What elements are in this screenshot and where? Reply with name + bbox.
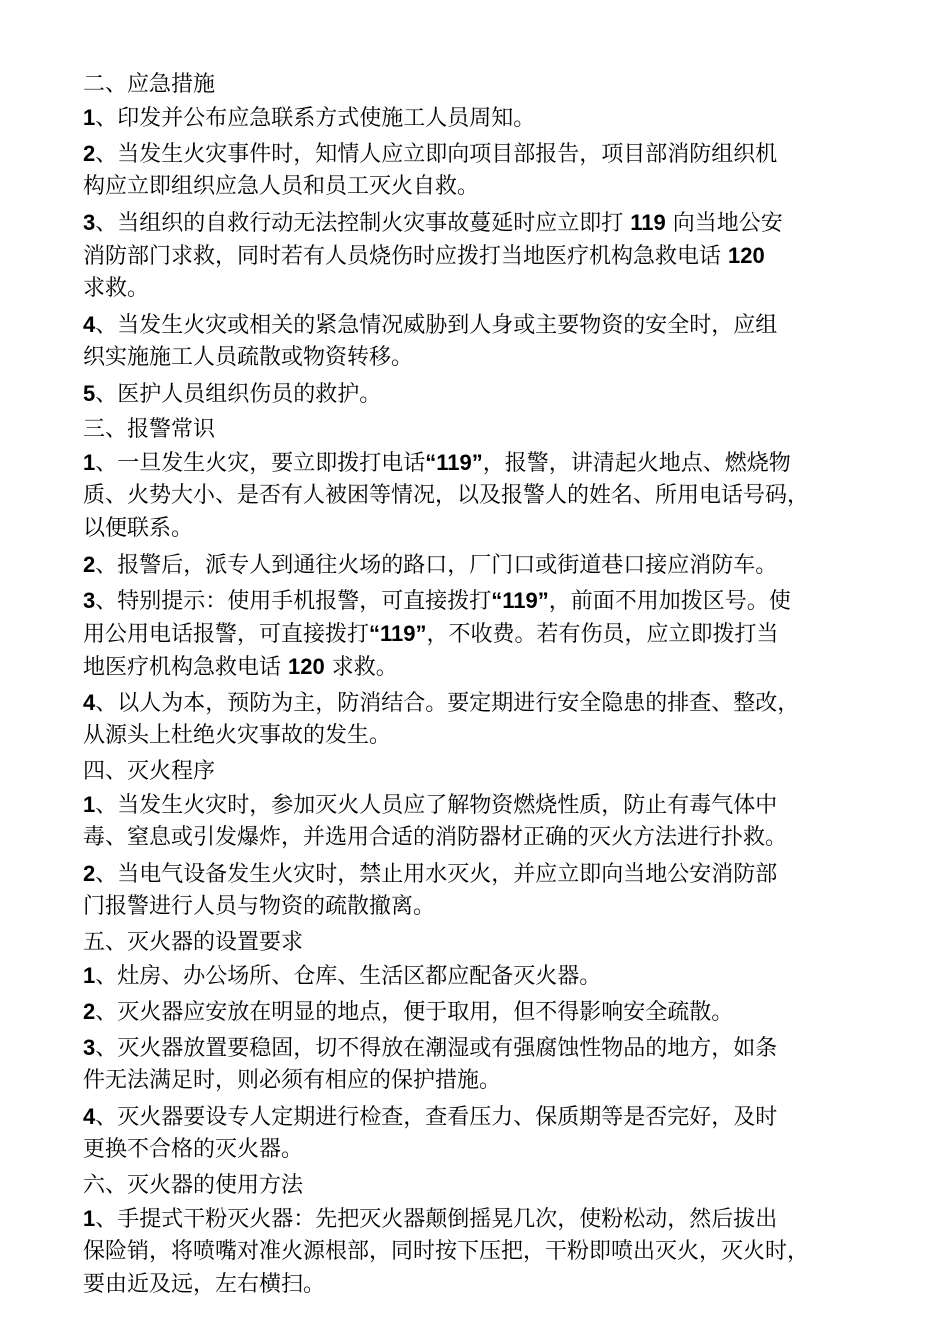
item-number: 2 xyxy=(83,141,96,166)
list-item xyxy=(83,959,903,992)
text-line xyxy=(83,137,903,170)
item-text: 、当组织的自救行动无法控制火灾事故蔓延时应立即打 119 向当地公安 xyxy=(95,210,783,236)
item-text: 、灶房、办公场所、仓库、生活区都应配备灭火器。 xyxy=(95,964,602,989)
item-text: 、灭火器应安放在明显的地点，便于取用，但不得影响安全疏散。 xyxy=(95,1000,734,1025)
item-text: 更换不合格的灭火器。 xyxy=(83,1137,304,1162)
item-number: 4 xyxy=(83,1104,96,1129)
text-line xyxy=(83,857,903,890)
list-item xyxy=(83,548,903,581)
item-number: 5 xyxy=(83,381,96,406)
item-text: 保险销，将喷嘴对准火源根部，同时按下压把，干粉即喷出灭火，灭火时， xyxy=(83,1239,810,1264)
list-item xyxy=(83,206,903,305)
text-line xyxy=(83,548,903,581)
item-number: 2 xyxy=(83,861,96,886)
list-item xyxy=(83,101,903,134)
item-text: 、灭火器要设专人定期进行检查，查看压力、保质期等是否完好，及时 xyxy=(95,1105,778,1130)
item-text: 地医疗机构急救电话 120 求救。 xyxy=(83,654,398,680)
item-number: 4 xyxy=(83,312,96,337)
section-heading: 二、应急措施 xyxy=(83,72,216,97)
item-text: 毒、窒息或引发爆炸，并选用合适的消防器材正确的灭火方法进行扑救。 xyxy=(83,825,788,850)
item-number: 3 xyxy=(83,1035,96,1060)
item-text: 、以人为本，预防为主，防消结合。要定期进行安全隐患的排查、整改， xyxy=(95,691,800,716)
item-text: 用公用电话报警，可直接拨打“119”，不收费。若有伤员，应立即拨打当 xyxy=(83,621,779,647)
list-item xyxy=(83,857,903,923)
item-text: 求救。 xyxy=(83,276,150,301)
item-number: 2 xyxy=(83,999,96,1024)
item-number: 2 xyxy=(83,552,96,577)
text-line xyxy=(83,341,903,374)
list-item xyxy=(83,788,903,854)
item-text: 构应立即组织应急人员和员工灭火自救。 xyxy=(83,174,480,199)
item-number: 3 xyxy=(83,210,96,235)
item-number: 1 xyxy=(83,450,96,475)
item-text: 、当发生火灾事件时，知情人应立即向项目部报告，项目部消防组织机 xyxy=(95,142,778,167)
item-text: 消防部门求救，同时若有人员烧伤时应拨打当地医疗机构急救电话 120 xyxy=(83,243,765,269)
section-heading: 四、灭火程序 xyxy=(83,759,216,784)
text-line xyxy=(83,1202,903,1235)
text-line xyxy=(83,686,903,719)
item-text: 质、火势大小、是否有人被困等情况，以及报警人的姓名、所用电话号码， xyxy=(83,483,810,508)
list-item xyxy=(83,584,903,683)
text-line xyxy=(83,959,903,992)
item-text: 从源头上杜绝火灾事故的发生。 xyxy=(83,723,392,748)
item-text: 、当发生火灾或相关的紧急情况威胁到人身或主要物资的安全时，应组 xyxy=(95,313,778,338)
item-number: 3 xyxy=(83,588,96,613)
section-heading: 三、报警常识 xyxy=(83,417,216,442)
item-text: 件无法满足时，则必须有相应的保护措施。 xyxy=(83,1068,502,1093)
list-item xyxy=(83,1100,903,1166)
text-line xyxy=(83,308,903,341)
list-item xyxy=(83,446,903,545)
text-line xyxy=(83,170,903,203)
text-line xyxy=(83,584,903,617)
item-text: 、手提式干粉灭火器：先把灭火器颠倒摇晃几次，使粉松动，然后拔出 xyxy=(95,1207,778,1232)
text-line xyxy=(83,650,903,683)
text-line xyxy=(83,719,903,752)
text-line xyxy=(83,101,903,134)
item-number: 1 xyxy=(83,105,96,130)
text-line xyxy=(83,272,903,305)
list-item xyxy=(83,377,903,410)
text-line xyxy=(83,1100,903,1133)
item-text: 、灭火器放置要稳固，切不得放在潮湿或有强腐蚀性物品的地方，如条 xyxy=(95,1036,778,1061)
list-item xyxy=(83,137,903,203)
text-line xyxy=(83,377,903,410)
document-page xyxy=(83,68,903,1304)
item-text: 、医护人员组织伤员的救护。 xyxy=(95,382,382,407)
item-text: 织实施施工人员疏散或物资转移。 xyxy=(83,345,414,370)
item-text: 、报警后，派专人到通往火场的路口，厂门口或街道巷口接应消防车。 xyxy=(95,553,778,578)
text-line xyxy=(83,1133,903,1166)
list-item xyxy=(83,995,903,1028)
text-line xyxy=(83,1268,903,1301)
text-line xyxy=(83,206,903,239)
item-number: 1 xyxy=(83,792,96,817)
item-number: 1 xyxy=(83,1206,96,1231)
item-number: 1 xyxy=(83,963,96,988)
text-line xyxy=(83,1031,903,1064)
list-item xyxy=(83,686,903,752)
text-line xyxy=(83,617,903,650)
text-line xyxy=(83,821,903,854)
text-line xyxy=(83,446,903,479)
list-item xyxy=(83,1202,903,1301)
section-heading: 五、灭火器的设置要求 xyxy=(83,930,304,955)
text-line xyxy=(83,890,903,923)
item-text: 、一旦发生火灾，要立即拨打电话“119”，报警，讲清起火地点、燃烧物 xyxy=(95,450,791,476)
item-text: 、印发并公布应急联系方式使施工人员周知。 xyxy=(95,106,536,131)
item-text: 要由近及远，左右横扫。 xyxy=(83,1272,326,1297)
item-text: 以便联系。 xyxy=(83,516,194,541)
text-line xyxy=(83,512,903,545)
text-line xyxy=(83,479,903,512)
text-line xyxy=(83,788,903,821)
section-heading: 六、灭火器的使用方法 xyxy=(83,1173,304,1198)
item-text: 、特别提示：使用手机报警，可直接拨打“119”，前面不用加拨区号。使 xyxy=(95,588,791,614)
list-item xyxy=(83,1031,903,1097)
item-text: 门报警进行人员与物资的疏散撤离。 xyxy=(83,894,436,919)
item-number: 4 xyxy=(83,690,96,715)
text-line xyxy=(83,1235,903,1268)
text-line xyxy=(83,239,903,272)
item-text: 、当发生火灾时，参加灭火人员应了解物资燃烧性质，防止有毒气体中 xyxy=(95,793,778,818)
text-line xyxy=(83,995,903,1028)
text-line xyxy=(83,1064,903,1097)
list-item xyxy=(83,308,903,374)
item-text: 、当电气设备发生火灾时，禁止用水灭火，并应立即向当地公安消防部 xyxy=(95,862,778,887)
